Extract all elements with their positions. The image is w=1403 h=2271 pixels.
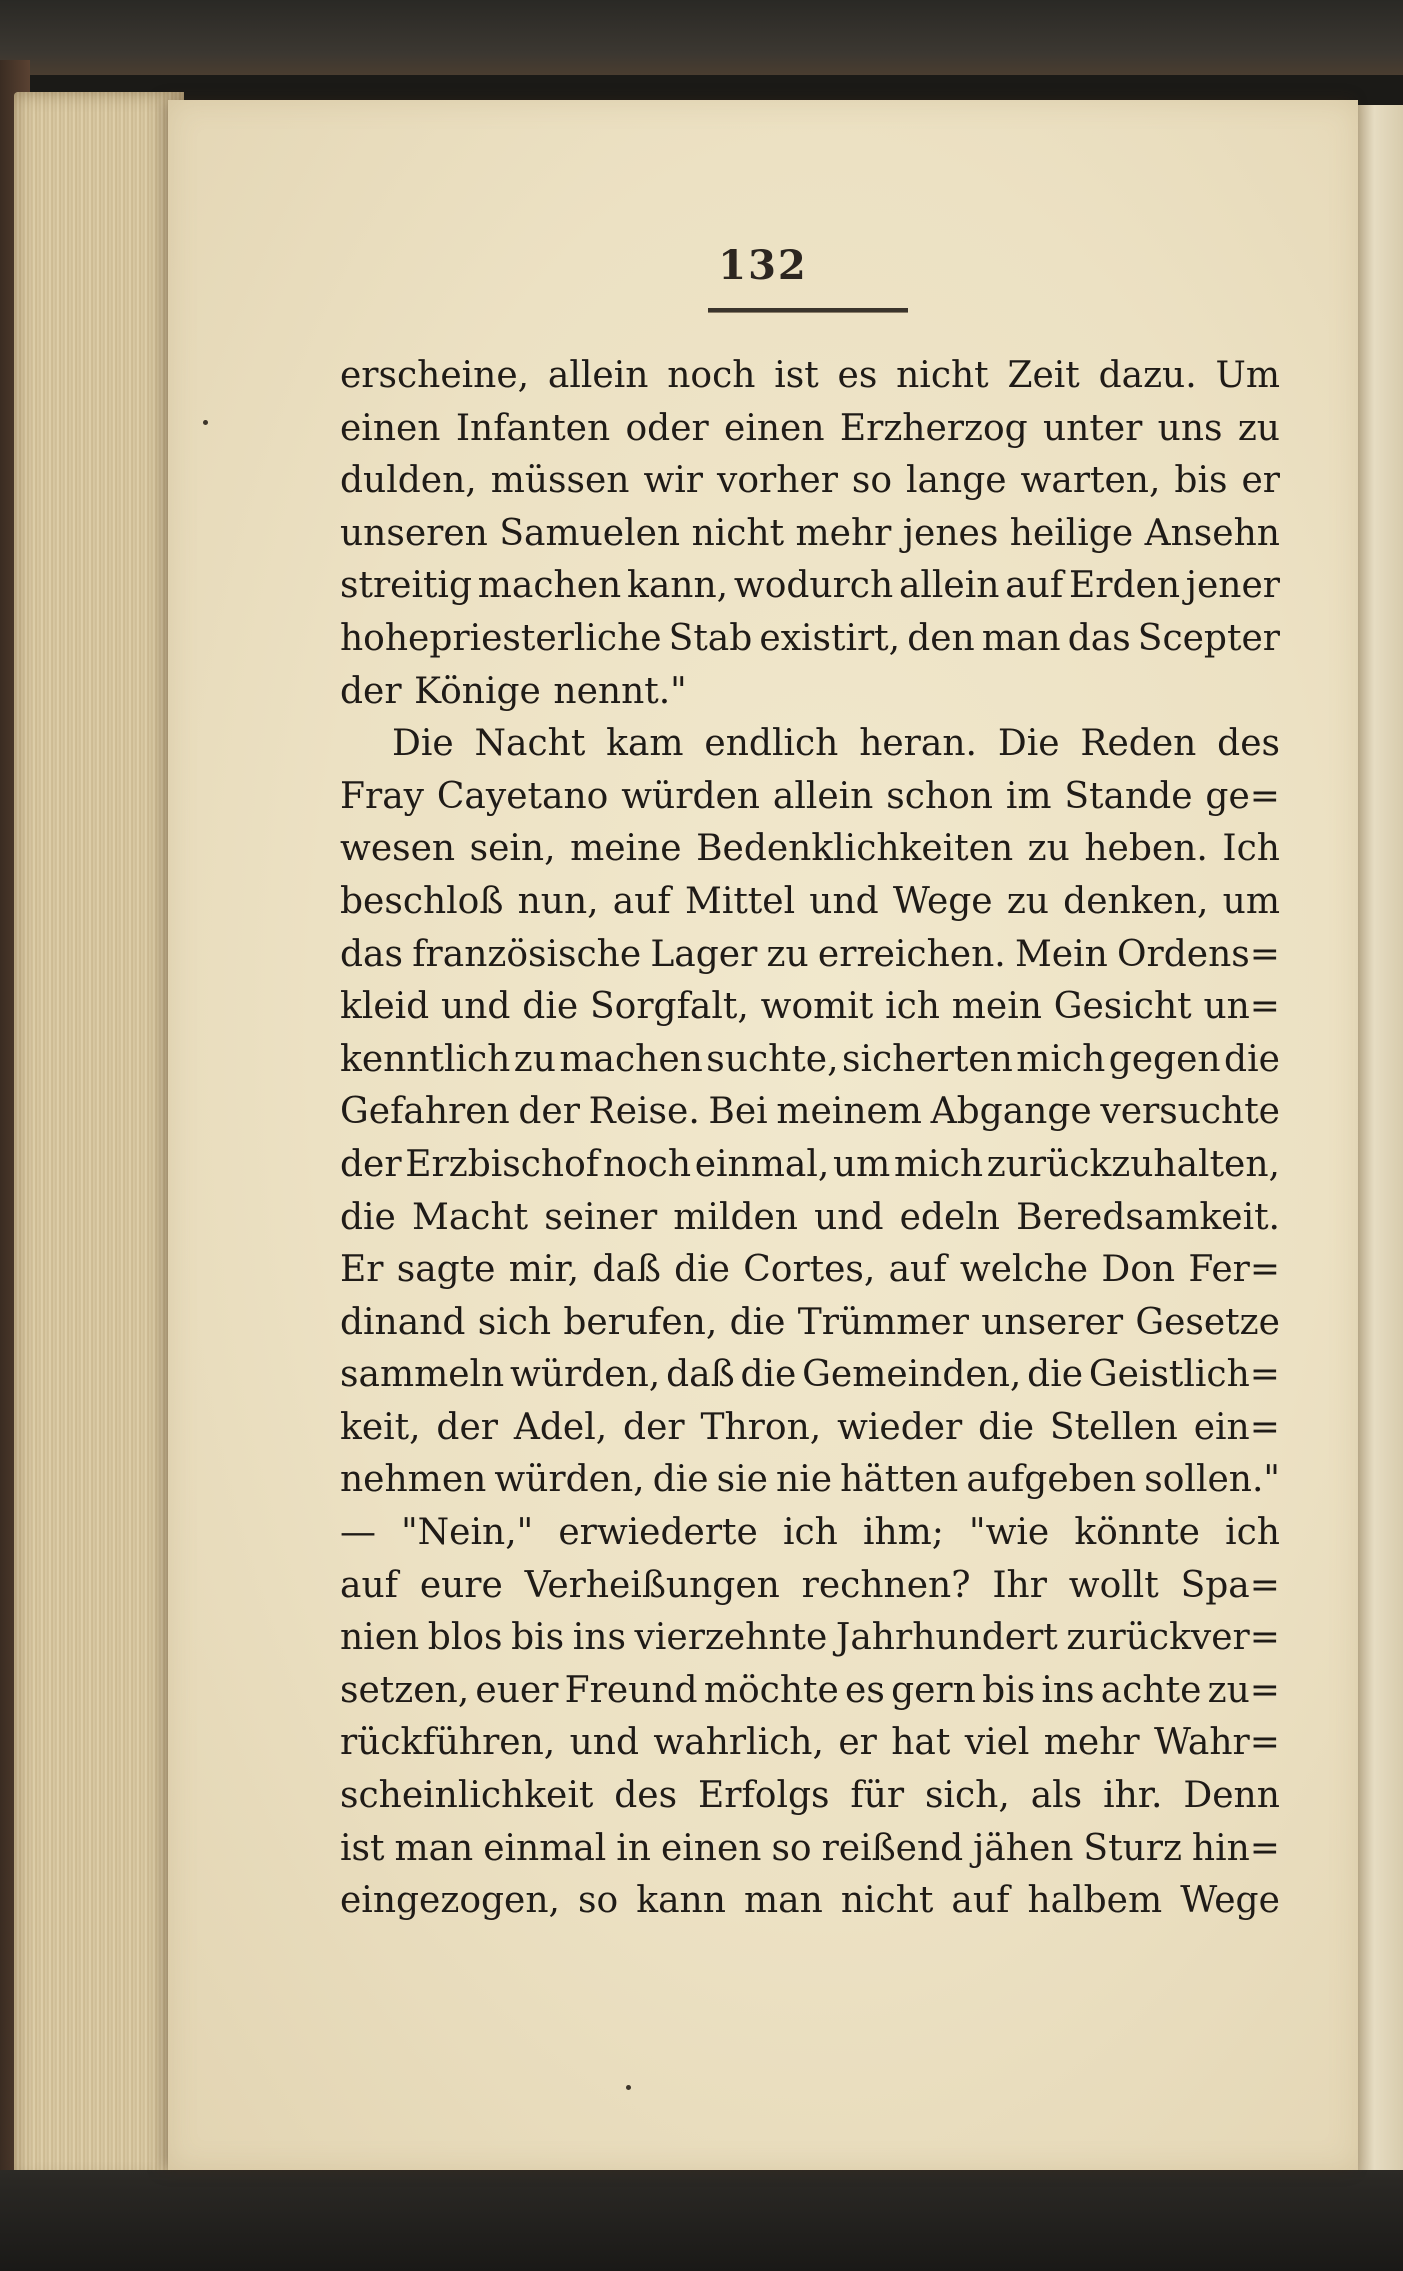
word: unserer <box>981 1301 1124 1343</box>
word: das <box>1067 617 1131 659</box>
word: zu <box>1027 828 1070 870</box>
word: die <box>1224 1038 1280 1080</box>
text-line <box>340 718 1280 771</box>
word: achte <box>1100 1669 1202 1711</box>
word: jener <box>1185 565 1280 607</box>
word: uns <box>1157 407 1223 449</box>
word: welche <box>959 1249 1089 1291</box>
word: Sturz <box>1083 1827 1182 1869</box>
word: kam <box>606 723 684 765</box>
word: womit <box>760 986 874 1028</box>
word: Erden <box>1068 565 1181 607</box>
word: noch <box>667 355 756 396</box>
word: sagte <box>396 1249 496 1291</box>
word: beschloß <box>340 880 504 922</box>
text-line <box>340 1770 1280 1823</box>
book-cover-top <box>0 0 1403 75</box>
word: es <box>845 1669 885 1711</box>
word: Mittel <box>684 880 796 922</box>
word: endlich <box>704 723 839 765</box>
word: mich <box>894 1143 984 1185</box>
word: kann, <box>627 565 729 607</box>
word: Ansehn <box>1144 512 1280 554</box>
word: auf <box>612 880 671 922</box>
word: nien <box>340 1617 420 1659</box>
word: hohepriesterliche <box>340 617 662 659</box>
word: einen <box>724 407 825 449</box>
text-line <box>340 455 1280 508</box>
word: halbem <box>1027 1880 1163 1922</box>
word: des <box>1217 723 1280 765</box>
word: existirt, <box>759 617 901 659</box>
text-line <box>340 1086 1280 1139</box>
word: Abgange <box>930 1091 1092 1133</box>
word: kleid <box>340 986 430 1028</box>
text-line <box>340 823 1280 876</box>
word: einmal, <box>694 1143 830 1185</box>
word: Mein <box>1014 933 1108 975</box>
word: nicht <box>896 355 989 396</box>
word: so <box>578 1880 619 1922</box>
word: Lager <box>650 933 758 975</box>
word: Spa= <box>1180 1564 1280 1606</box>
text-line <box>340 1034 1280 1087</box>
word: "wie <box>969 1512 1050 1554</box>
word: denken, <box>1063 880 1209 922</box>
word: man <box>394 1827 474 1869</box>
word: zu <box>513 1038 556 1080</box>
word: das <box>340 933 403 975</box>
word: der <box>518 1091 580 1133</box>
word: der <box>623 1406 685 1448</box>
word: wollt <box>1068 1564 1159 1606</box>
word: Cortes, <box>743 1249 876 1291</box>
word: zurückver= <box>1066 1617 1280 1659</box>
word: streitig <box>340 565 472 607</box>
word: jähen <box>973 1827 1074 1869</box>
word: nennt." <box>553 670 687 712</box>
word: dazu. <box>1098 355 1197 396</box>
word: Erfolgs <box>697 1775 830 1817</box>
word: ge= <box>1205 775 1280 817</box>
word: daß <box>666 1354 735 1396</box>
word: versuchte <box>1100 1091 1280 1133</box>
text-line <box>340 771 1280 824</box>
word: hat <box>891 1722 951 1764</box>
word: Beredsamkeit. <box>1016 1196 1280 1238</box>
word: möchte <box>703 1669 839 1711</box>
word: rückführen, <box>340 1722 556 1764</box>
text-line <box>340 1560 1280 1613</box>
word: ist <box>774 355 819 396</box>
word: unseren <box>340 512 488 554</box>
word: Bedenklichkeiten <box>696 828 1014 870</box>
word: dulden, <box>340 460 477 502</box>
paper-speck <box>203 420 208 425</box>
word: jenes <box>902 512 999 554</box>
word: einen <box>340 407 441 449</box>
word: würden, <box>494 1459 645 1501</box>
word: die <box>652 1459 709 1501</box>
word: aufgeben <box>966 1459 1137 1501</box>
word: euer <box>475 1669 559 1711</box>
word: Die <box>997 723 1060 765</box>
word: Wahr= <box>1154 1722 1280 1764</box>
word: des <box>614 1775 678 1817</box>
word: Stab <box>668 617 753 659</box>
word: keit, <box>340 1406 421 1448</box>
word: sicherten <box>841 1038 1013 1080</box>
word: Reden <box>1080 723 1197 765</box>
word: würden, <box>510 1354 661 1396</box>
word: ihm; <box>862 1512 944 1554</box>
text-line <box>340 1297 1280 1350</box>
word: hätten <box>840 1459 959 1501</box>
word: "Nein," <box>401 1512 534 1554</box>
text-line <box>340 981 1280 1034</box>
word: so <box>771 1827 812 1869</box>
word: wesen <box>340 828 456 870</box>
text-line <box>340 1402 1280 1455</box>
word: Bei <box>708 1091 768 1133</box>
word: müssen <box>490 460 630 502</box>
word: in <box>616 1827 651 1869</box>
word: viel <box>964 1722 1030 1764</box>
word: berufen, <box>563 1301 718 1343</box>
word: könnte <box>1074 1512 1200 1554</box>
word: so <box>851 460 893 502</box>
word: Gefahren <box>340 1091 510 1133</box>
word: den <box>907 617 975 659</box>
word: Jahrhundert <box>835 1617 1058 1659</box>
word: un= <box>1203 986 1280 1028</box>
word: heben. <box>1084 828 1208 870</box>
text-line <box>340 1823 1280 1876</box>
word: ich <box>1225 1512 1280 1554</box>
word: die <box>729 1301 786 1343</box>
word: mir, <box>508 1249 580 1291</box>
word: einen <box>660 1827 762 1869</box>
word: Zeit <box>1007 355 1080 396</box>
word: bis <box>982 1669 1036 1711</box>
word: kenntlich <box>340 1038 511 1080</box>
word: Stande <box>1064 775 1193 817</box>
word: allein <box>898 565 1000 607</box>
word: Gemeinden, <box>802 1354 1022 1396</box>
word: er <box>838 1722 877 1764</box>
word: unter <box>1042 407 1143 449</box>
word: allein <box>772 775 874 817</box>
word: ins <box>572 1617 626 1659</box>
word: man <box>981 617 1061 659</box>
word: nicht <box>691 512 785 554</box>
word: es <box>837 355 878 396</box>
text-line <box>340 1349 1280 1402</box>
word: edeln <box>899 1196 1000 1238</box>
word: schon <box>886 775 993 817</box>
word: meinem <box>776 1091 922 1133</box>
word: die <box>1027 1354 1084 1396</box>
text-line <box>340 1192 1280 1245</box>
word: allein <box>547 355 649 396</box>
word: für <box>850 1775 905 1817</box>
word: sie <box>716 1459 768 1501</box>
text-line <box>340 560 1280 613</box>
word: Ordens= <box>1117 933 1280 975</box>
word: mich <box>1016 1038 1106 1080</box>
word: erwiederte <box>558 1512 758 1554</box>
word: gegen <box>1108 1038 1221 1080</box>
word: um <box>1222 880 1280 922</box>
word: die <box>340 1196 396 1238</box>
word: — <box>340 1512 376 1554</box>
book-page <box>168 100 1358 2170</box>
word: setzen, <box>340 1669 470 1711</box>
word: die <box>978 1406 1035 1448</box>
word: lange <box>906 460 1007 502</box>
word: die <box>522 986 579 1028</box>
word: und <box>569 1722 640 1764</box>
word: nicht <box>840 1880 934 1922</box>
word: Ihr <box>992 1564 1047 1606</box>
word: Trümmer <box>797 1301 969 1343</box>
text-line <box>340 929 1280 982</box>
body-text <box>340 350 1280 1928</box>
word: auf <box>951 1880 1010 1922</box>
word: reißend <box>821 1827 964 1869</box>
word: nun, <box>517 880 599 922</box>
word: mehr <box>1043 1722 1140 1764</box>
word: eure <box>419 1564 503 1606</box>
word: der <box>436 1406 498 1448</box>
text-line <box>340 1875 1280 1928</box>
text-line <box>340 508 1280 561</box>
word: suchte, <box>706 1038 839 1080</box>
text-line <box>340 1665 1280 1718</box>
word: Wege <box>1180 1880 1280 1922</box>
word: zu <box>1237 407 1280 449</box>
paper-speck <box>626 2085 631 2090</box>
word: Reise. <box>588 1091 700 1133</box>
word: Fray <box>340 775 424 817</box>
word: blos <box>427 1617 503 1659</box>
word: ich <box>782 1512 838 1554</box>
word: Infanten <box>455 407 611 449</box>
text-line <box>340 666 1280 719</box>
book-cover-bottom <box>0 2170 1403 2271</box>
word: gern <box>891 1669 976 1711</box>
word: sich, <box>925 1775 1010 1817</box>
word: Macht <box>411 1196 529 1238</box>
word: um <box>833 1143 891 1185</box>
word: die <box>674 1249 730 1291</box>
word: zurückzuhalten, <box>986 1143 1280 1185</box>
word: wieder <box>837 1406 963 1448</box>
word: wir <box>643 460 704 502</box>
word: warten, <box>1020 460 1161 502</box>
text-line <box>340 1612 1280 1665</box>
word: im <box>1005 775 1052 817</box>
word: Freund <box>564 1669 698 1711</box>
word: mehr <box>795 512 892 554</box>
word: ist <box>340 1827 385 1869</box>
word: vierzehnte <box>634 1617 828 1659</box>
word: bis <box>511 1617 565 1659</box>
word: auf <box>888 1249 947 1291</box>
word: bis <box>1174 460 1228 502</box>
word: und <box>814 1196 884 1238</box>
word: daß <box>592 1249 661 1291</box>
word: kann <box>636 1880 726 1922</box>
word: Verheißungen <box>524 1564 780 1606</box>
word: machen <box>477 565 622 607</box>
word: Er <box>340 1249 384 1291</box>
word: oder <box>625 407 709 449</box>
word: die <box>740 1354 797 1396</box>
word: ein= <box>1193 1406 1280 1448</box>
word: zu <box>766 933 809 975</box>
word: und <box>809 880 879 922</box>
word: er <box>1241 460 1280 502</box>
word: französische <box>412 933 642 975</box>
word: heran. <box>859 723 977 765</box>
text-line <box>340 1454 1280 1507</box>
word: milden <box>673 1196 798 1238</box>
word: scheinlichkeit <box>340 1775 594 1817</box>
word: Nacht <box>474 723 586 765</box>
text-line <box>340 1244 1280 1297</box>
word: hin= <box>1191 1827 1280 1869</box>
word: sollen." <box>1144 1459 1280 1501</box>
word: auf <box>1005 565 1064 607</box>
word: Cayetano <box>436 775 609 817</box>
word: Denn <box>1183 1775 1280 1817</box>
word: Wege <box>892 880 993 922</box>
word: sich <box>477 1301 552 1343</box>
word: meine <box>570 828 682 870</box>
word: als <box>1030 1775 1083 1817</box>
word: erscheine, <box>340 355 530 396</box>
word: Sorgfalt, <box>589 986 749 1028</box>
word: der <box>340 1143 402 1185</box>
word: Don <box>1101 1249 1176 1291</box>
word: Scepter <box>1137 617 1280 659</box>
header-rule <box>708 308 908 313</box>
word: Erzherzog <box>839 407 1028 449</box>
word: Erzbischof <box>405 1143 600 1185</box>
word: ich <box>885 986 940 1028</box>
word: würden <box>621 775 760 817</box>
word: Gesicht <box>1053 986 1192 1028</box>
word: heilige <box>1009 512 1134 554</box>
word: man <box>743 1880 823 1922</box>
page-number: 132 <box>718 242 808 289</box>
word: und <box>441 986 511 1028</box>
word: nehmen <box>340 1459 487 1501</box>
word: Gesetze <box>1135 1301 1280 1343</box>
word: vorher <box>717 460 838 502</box>
word: wodurch <box>733 565 894 607</box>
word: Um <box>1215 355 1280 396</box>
word: nie <box>776 1459 833 1501</box>
word: Geistlich= <box>1088 1354 1280 1396</box>
text-line <box>340 403 1280 456</box>
word: Ich <box>1222 828 1280 870</box>
word: Stellen <box>1049 1406 1178 1448</box>
word: der <box>340 670 402 712</box>
word: seiner <box>544 1196 658 1238</box>
word: einmal <box>483 1827 607 1869</box>
text-line <box>340 613 1280 666</box>
text-line <box>340 876 1280 929</box>
word: ins <box>1041 1669 1095 1711</box>
word: rechnen? <box>801 1564 971 1606</box>
word: Samuelen <box>499 512 681 554</box>
word: erreichen. <box>817 933 1006 975</box>
text-line <box>340 1717 1280 1770</box>
word: sammeln <box>340 1354 505 1396</box>
word: Adel, <box>513 1406 608 1448</box>
word: Die <box>392 723 454 765</box>
facing-page-edge <box>1355 105 1403 2180</box>
word: Thron, <box>700 1406 822 1448</box>
word: mein <box>951 986 1042 1028</box>
word: wahrlich, <box>653 1722 824 1764</box>
word: zu <box>1006 880 1049 922</box>
word: zu= <box>1207 1669 1280 1711</box>
word: noch <box>602 1143 692 1185</box>
page-stack-edges <box>14 92 184 2182</box>
text-line <box>340 1507 1280 1560</box>
word: machen <box>559 1038 703 1080</box>
word: eingezogen, <box>340 1880 560 1922</box>
word: sein, <box>469 828 556 870</box>
word: auf <box>340 1564 398 1606</box>
word: Könige <box>414 670 541 712</box>
text-line <box>340 350 1280 403</box>
word: ihr. <box>1103 1775 1163 1817</box>
text-line <box>340 1139 1280 1192</box>
word: dinand <box>340 1301 466 1343</box>
word: Fer= <box>1188 1249 1280 1291</box>
